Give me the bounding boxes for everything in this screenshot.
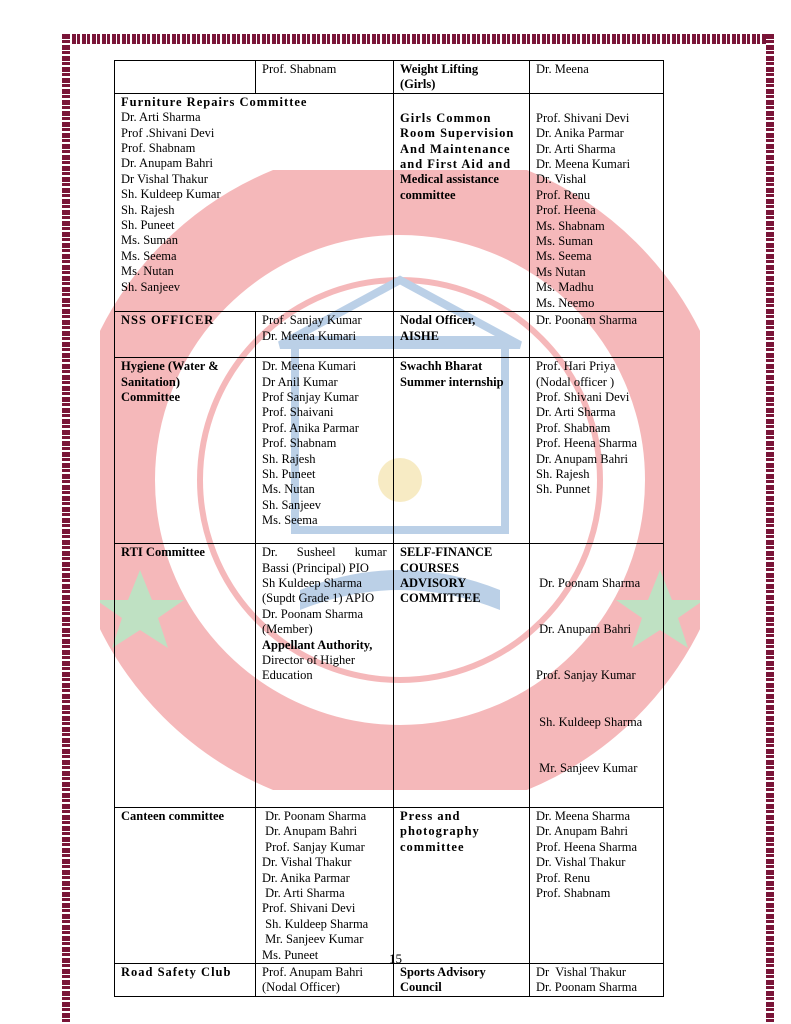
members-cell: Prof. Sanjay Kumar Dr. Meena Kumari <box>256 312 394 358</box>
rti-line-1: Dr. Susheel kumar <box>262 545 387 560</box>
decorative-border-right <box>766 34 774 1024</box>
members-cell: Dr. Poonam Sharma Dr. Anupam Bahri Prof. Sanjay Kumar Dr. Vishal Thakur Dr. Anika Parmar Dr. Arti Sharma Prof. Shivani Devi Sh. Kuldeep Sharma Mr. Sanjeev Kumar Ms. Puneet <box>256 808 394 964</box>
furniture-committee-cell: Furniture Repairs Committee Dr. Arti Sharma Prof .Shivani Devi Prof. Shabnam Dr. Anupam Bahri Dr Vishal Thakur Sh. Kuldeep Kumar Sh. Rajesh Sh. Puneet Ms. Suman Ms. Seema Ms. Nutan Sh. Sanjeev <box>115 93 394 311</box>
committee-name-cell: SELF-FINANCE COURSES ADVISORY COMMITTEE <box>394 544 530 808</box>
committee-name-cell <box>115 61 256 94</box>
committee-name-cell: RTI Committee <box>115 544 256 808</box>
committee-name-cell: Nodal Officer, AISHE <box>394 312 530 358</box>
members-cell: Prof. Anupam Bahri (Nodal Officer) <box>256 964 394 997</box>
members-cell: Prof. Shabnam <box>256 61 394 94</box>
committee-name-cell: Sports Advisory Council <box>394 964 530 997</box>
members-cell: Dr. Meena <box>530 61 664 94</box>
members-cell: Dr. Poonam Sharma Dr. Anupam Bahri Prof. Sanjay Kumar Sh. Kuldeep Sharma Mr. Sanjeev Kumar <box>530 544 664 808</box>
furniture-committee-title: Furniture Repairs Committee <box>121 94 308 109</box>
page-number: 15 <box>389 951 402 966</box>
table-row <box>115 93 664 311</box>
table-row <box>115 808 664 964</box>
committee-name-cell: Girls Common Room Supervision And Maintenance and First Aid and Medical assistance committee <box>394 93 530 311</box>
committee-name-cell: Press and photography committee <box>394 808 530 964</box>
committee-name-cell: Swachh Bharat Summer internship <box>394 358 530 544</box>
table-row <box>115 544 664 808</box>
members-cell: Prof. Hari Priya (Nodal officer ) Prof. Shivani Devi Dr. Arti Sharma Prof. Shabnam Prof. Heena Sharma Dr. Anupam Bahri Sh. Rajesh Sh. Punnet <box>530 358 664 544</box>
committee-name-cell: Weight Lifting (Girls) <box>394 61 530 94</box>
table-row <box>115 358 664 544</box>
members-cell: Dr. Susheel kumar Bassi (Principal) PIO Sh Kuldeep Sharma (Supdt Grade 1) APIO Dr. Poonam Sharma (Member) Appellant Authority, Director of Higher Education <box>256 544 394 808</box>
committee-name-cell: NSS OFFICER <box>115 312 256 358</box>
members-cell: Dr. Meena Kumari Dr Anil Kumar Prof Sanjay Kumar Prof. Shaivani Prof. Anika Parmar Prof. Shabnam Sh. Rajesh Sh. Puneet Ms. Nutan Sh. Sanjeev Ms. Seema <box>256 358 394 544</box>
table-row <box>115 964 664 997</box>
members-cell: Dr. Poonam Sharma <box>530 312 664 358</box>
decorative-border-left <box>62 34 70 1024</box>
committee-name-cell: Hygiene (Water & Sanitation) Committee <box>115 358 256 544</box>
table-row <box>115 312 664 358</box>
members-cell: Dr Vishal Thakur Dr. Poonam Sharma <box>530 964 664 997</box>
committee-name-cell: Road Safety Club <box>115 964 256 997</box>
members-cell: Dr. Meena Sharma Dr. Anupam Bahri Prof. Heena Sharma Dr. Vishal Thakur Prof. Renu Prof. Shabnam <box>530 808 664 964</box>
committee-table <box>114 60 664 997</box>
table-row <box>115 61 664 94</box>
decorative-border-top <box>62 34 774 44</box>
committee-name-cell: Canteen committee <box>115 808 256 964</box>
members-cell: Prof. Shivani Devi Dr. Anika Parmar Dr. Arti Sharma Dr. Meena Kumari Dr. Vishal Prof. Renu Prof. Heena Ms. Shabnam Ms. Suman Ms. Seema Ms Nutan Ms. Madhu Ms. Neemo <box>530 93 664 311</box>
